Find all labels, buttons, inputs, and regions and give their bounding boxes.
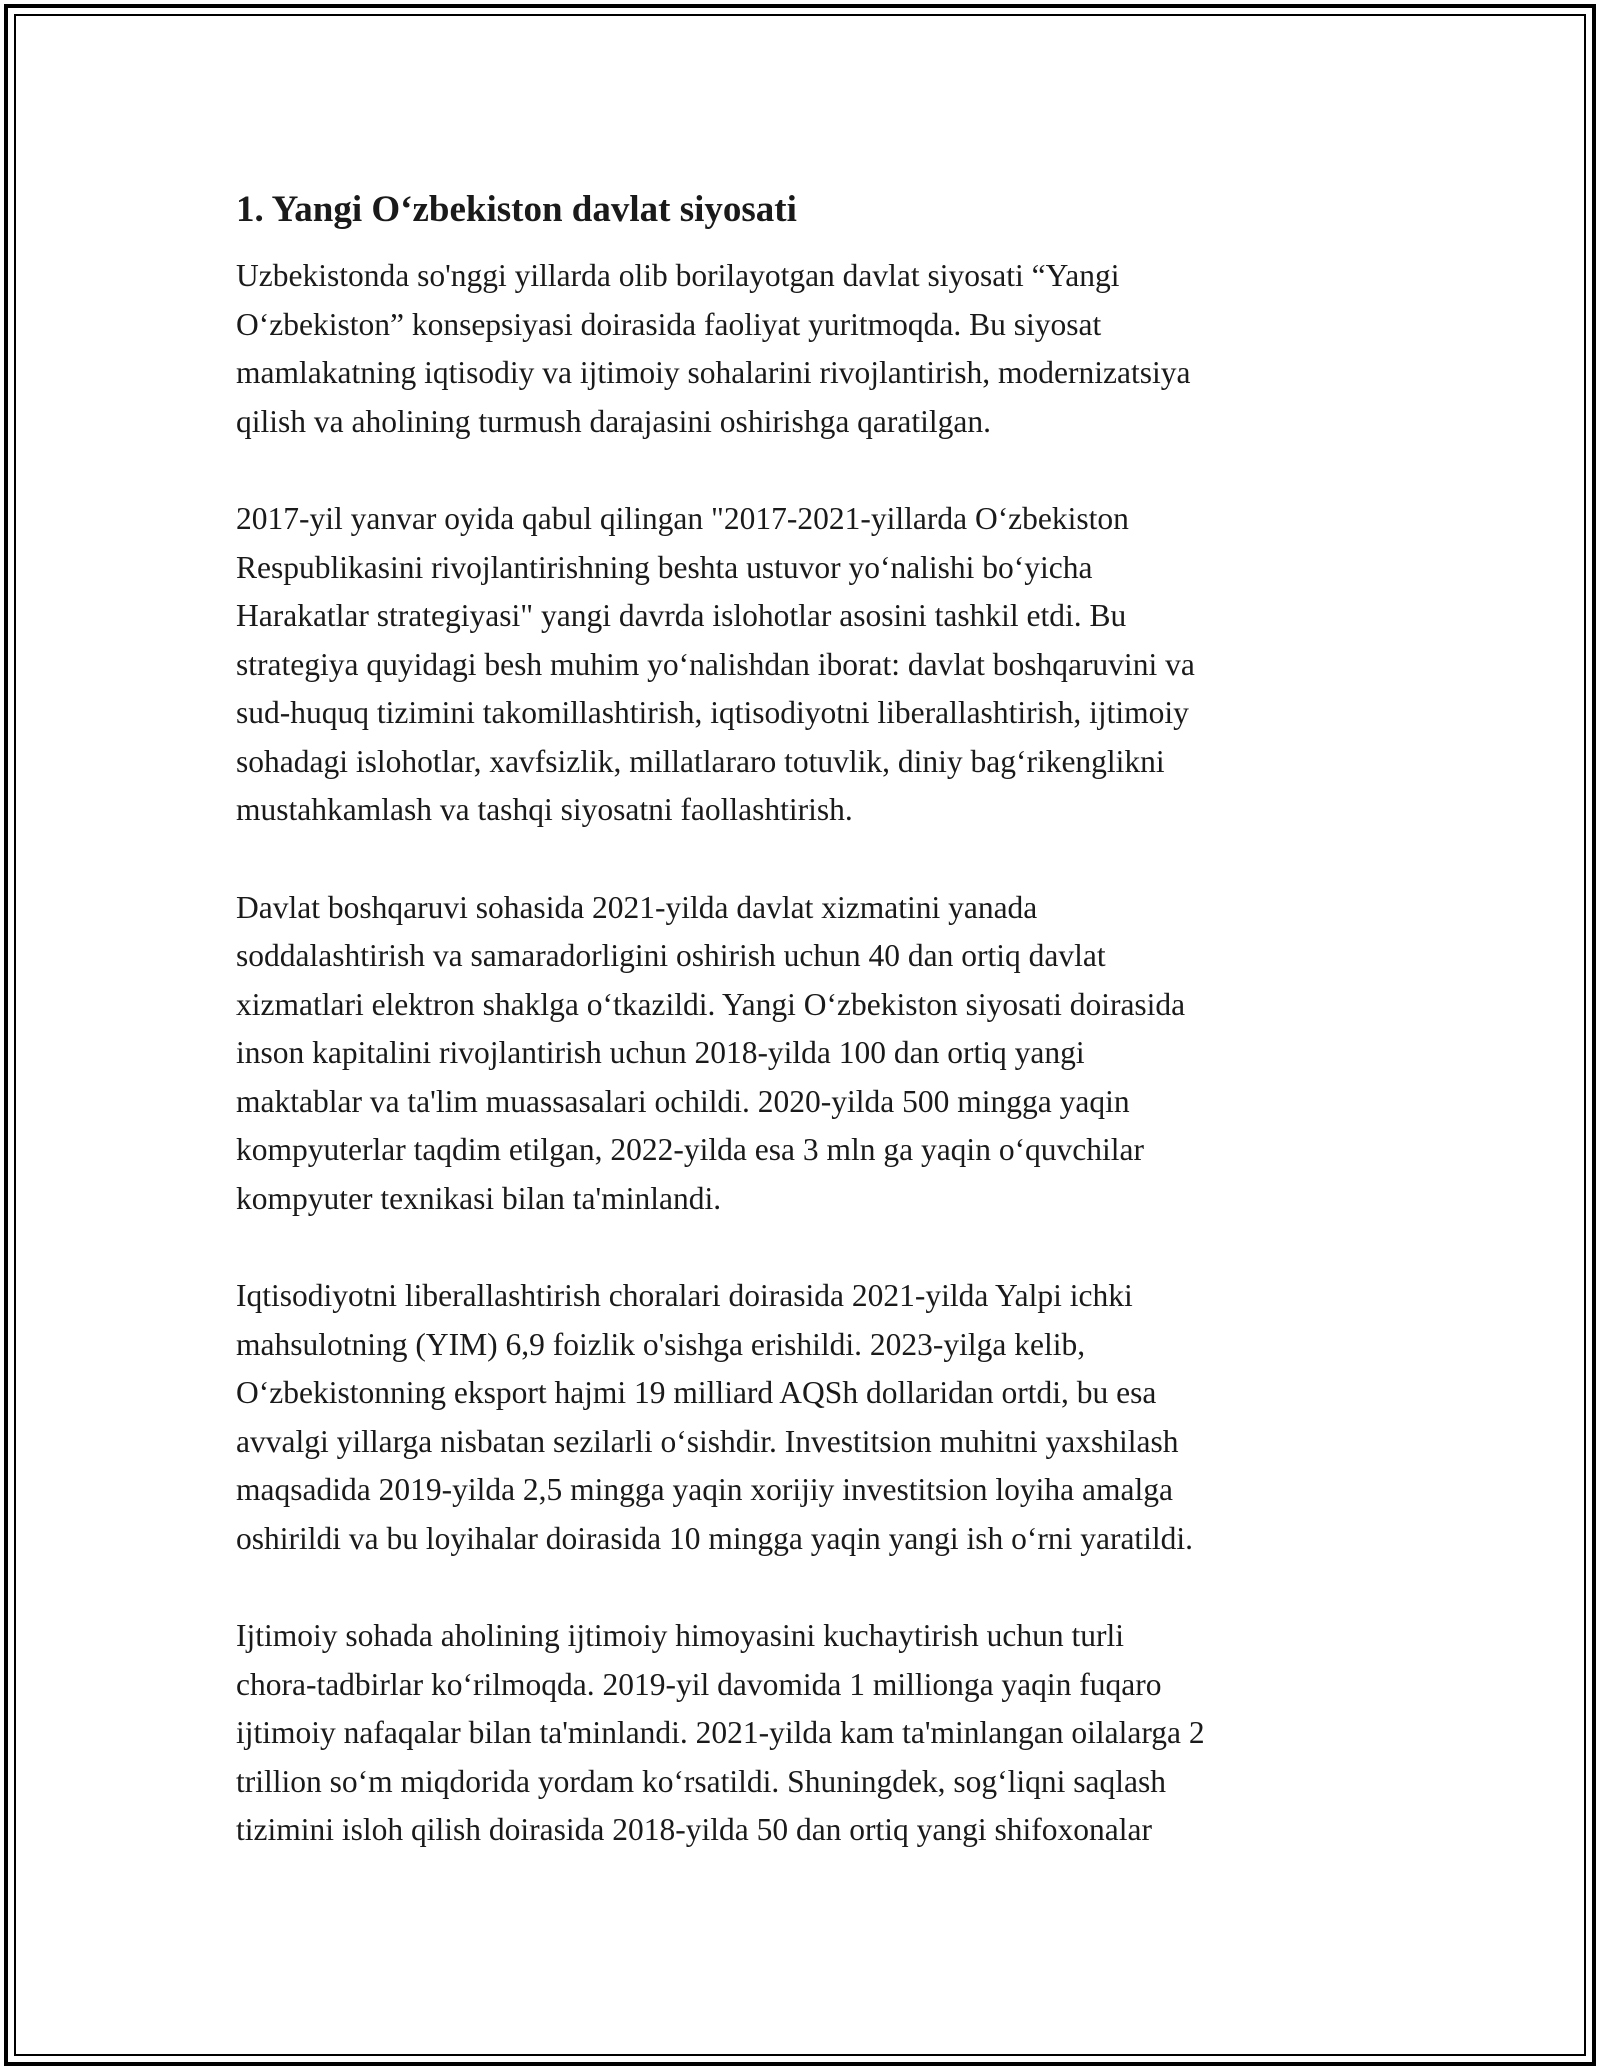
text-line: 2017-yil yanvar oyida qabul qilingan "2017-2021-yillarda O‘zbekiston: [236, 501, 1129, 536]
text-line: trillion so‘m miqdorida yordam ko‘rsatildi. Shuningdek, sog‘liqni saqlash: [236, 1763, 1167, 1799]
paragraph-governance: [236, 884, 1386, 1224]
text-line: O‘zbekistonning eksport hajmi 19 milliard AQSh dollaridan ortdi, bu esa: [236, 1375, 1157, 1410]
text-line: ijtimoiy nafaqalar bilan ta'minlandi. 2021-yilda kam ta'minlangan oilalarga 2: [236, 1715, 1205, 1750]
text-line: sohadagi islohotlar, xavfsizlik, millatlararo totuvlik, diniy bag‘rikenglikni: [236, 743, 1165, 779]
text-line: Davlat boshqaruvi sohasida 2021-yilda davlat xizmatini yanada: [236, 889, 1038, 925]
text-line: inson kapitalini rivojlantirish uchun 2018-yilda 100 dan ortiq yangi: [236, 1035, 1085, 1070]
text-line: xizmatlari elektron shaklga o‘tkazildi. Yangi O‘zbekiston siyosati doirasida: [236, 986, 1186, 1022]
text-line: kompyuter texnikasi bilan ta'minlandi.: [236, 1180, 722, 1216]
section-heading: 1. Yangi O‘zbekiston davlat siyosati: [236, 189, 797, 230]
text-line: oshirildi va bu loyihalar doirasida 10 mingga yaqin yangi ish o‘rni yaratildi.: [236, 1520, 1194, 1556]
document-body: [236, 186, 1386, 1904]
text-line: tizimini isloh qilish doirasida 2018-yilda 50 dan ortiq yangi shifoxonalar: [236, 1812, 1152, 1847]
text-line: maqsadida 2019-yilda 2,5 mingga yaqin xorijiy investitsion loyiha amalga: [236, 1472, 1173, 1507]
text-line: Ijtimoiy sohada aholining ijtimoiy himoyasini kuchaytirish uchun turli: [236, 1618, 1125, 1653]
text-line: Uzbekistonda so'nggi yillarda olib borilayotgan davlat siyosati “Yangi: [236, 258, 1120, 293]
text-line: mamlakatning iqtisodiy va ijtimoiy sohalarini rivojlantirish, modernizatsiya: [236, 355, 1191, 390]
text-line: soddalashtirish va samaradorligini oshirish uchun 40 dan ortiq davlat: [236, 938, 1106, 973]
paragraph-economy: [236, 1272, 1386, 1563]
text-line: Respublikasini rivojlantirishning beshta ustuvor yo‘nalishi bo‘yicha: [236, 549, 1093, 585]
text-line: Iqtisodiyotni liberallashtirish choralari doirasida 2021-yilda Yalpi ichki: [236, 1278, 1133, 1313]
text-line: sud-huquq tizimini takomillashtirish, iqtisodiyotni liberallashtirish, ijtimoiy: [236, 695, 1189, 730]
text-line: maktablar va ta'lim muassasalari ochildi. 2020-yilda 500 mingga yaqin: [236, 1083, 1130, 1119]
paragraph-strategy: [236, 495, 1386, 835]
paragraph-intro: [236, 252, 1386, 446]
paragraph-social: [236, 1612, 1386, 1855]
text-line: Harakatlar strategiyasi" yangi davrda islohotlar asosini tashkil etdi. Bu: [236, 598, 1127, 633]
text-line: qilish va aholining turmush darajasini oshirishga qaratilgan.: [236, 403, 991, 439]
text-line: O‘zbekiston” konsepsiyasi doirasida faoliyat yuritmoqda. Bu siyosat: [236, 306, 1102, 342]
text-line: mahsulotning (YIM) 6,9 foizlik o'sishga erishildi. 2023-yilga kelib,: [236, 1326, 1086, 1362]
text-line: strategiya quyidagi besh muhim yo‘nalishdan iborat: davlat boshqaruvini va: [236, 646, 1195, 682]
text-line: mustahkamlash va tashqi siyosatni faollashtirish.: [236, 792, 853, 827]
text-line: avvalgi yillarga nisbatan sezilarli o‘sishdir. Investitsion muhitni yaxshilash: [236, 1423, 1179, 1459]
text-line: kompyuterlar taqdim etilgan, 2022-yilda esa 3 mln ga yaqin o‘quvchilar: [236, 1132, 1145, 1167]
text-line: chora-tadbirlar ko‘rilmoqda. 2019-yil davomida 1 millionga yaqin fuqaro: [236, 1666, 1162, 1702]
